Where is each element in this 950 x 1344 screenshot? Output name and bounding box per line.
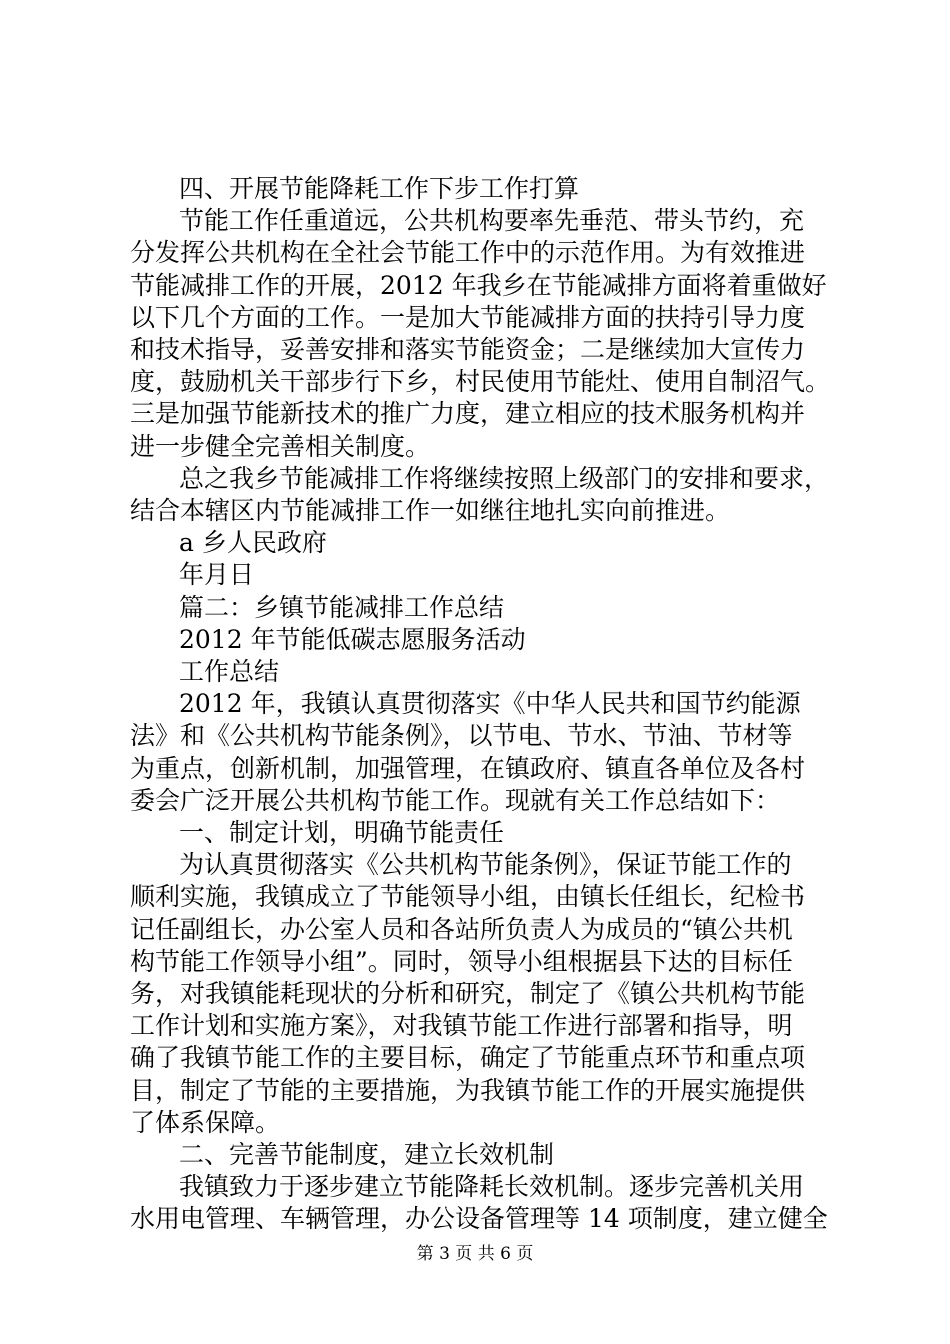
paragraph-line: 记任副组长，办公室人员和各站所负责人为成员的“镇公共机: [130, 915, 793, 944]
paragraph-line: 构节能工作领导小组”。同时，领导小组根据县下达的目标任: [130, 947, 793, 976]
signature-date: 年月日: [179, 560, 255, 589]
paragraph-line: 了体系保障。: [130, 1108, 281, 1137]
paragraph-line: 水用电管理、车辆管理，办公设备管理等 14 项制度，建立健全: [130, 1204, 828, 1233]
paragraph-line: 进一步健全完善相关制度。: [130, 432, 431, 461]
paragraph-line: 工作计划和实施方案》，对我镇节能工作进行部署和指导，明: [130, 1011, 793, 1040]
paragraph-line: 目，制定了节能的主要措施，为我镇节能工作的开展实施提供: [130, 1076, 806, 1105]
paragraph-line: 总之我乡节能减排工作将继续按照上级部门的安排和要求，: [179, 464, 830, 493]
heading-system-mechanism: 二、完善节能制度，建立长效机制: [179, 1140, 555, 1169]
article-subtitle: 工作总结: [179, 657, 280, 686]
paragraph-line: 法》和《公共机构节能条例》，以节电、节水、节油、节材等: [130, 721, 793, 750]
paragraph-line: 以下几个方面的工作。一是加大节能减排方面的扶持引导力度: [130, 303, 806, 332]
paragraph-line: 我镇致力于逐步建立节能降耗长效机制。逐步完善机关用: [179, 1172, 805, 1201]
heading-section-four: 四、开展节能降耗工作下步工作打算: [179, 174, 580, 203]
signature-organization: a 乡人民政府: [179, 528, 327, 557]
paragraph-line: 结合本辖区内节能减排工作一如继往地扎实向前推进。: [130, 496, 731, 525]
paragraph-line: 确了我镇节能工作的主要目标，确定了节能重点环节和重点项: [130, 1043, 806, 1072]
heading-plan-responsibility: 一、制定计划，明确节能责任: [179, 818, 505, 847]
page-number-footer: 第 3 页 共 6 页: [416, 1244, 534, 1264]
paragraph-line: 顺利实施，我镇成立了节能领导小组，由镇长任组长，纪检书: [130, 882, 806, 911]
paragraph-line: 为重点，创新机制，加强管理，在镇政府、镇直各单位及各村: [130, 754, 806, 783]
paragraph-line: 委会广泛开展公共机构节能工作。现就有关工作总结如下：: [130, 786, 781, 815]
paragraph-line: 务，对我镇能耗现状的分析和研究，制定了《镇公共机构节能: [130, 979, 806, 1008]
paragraph-line: 节能工作任重道远，公共机构要率先垂范、带头节约，充: [179, 206, 805, 235]
paragraph-line: 度，鼓励机关干部步行下乡，村民使用节能灶、使用自制沼气。: [130, 367, 831, 396]
paragraph-line: 和技术指导，妥善安排和落实节能资金；二是继续加大宣传力: [130, 335, 806, 364]
paragraph-line: 为认真贯彻落实《公共机构节能条例》，保证节能工作的: [179, 850, 792, 879]
paragraph-line: 2012 年，我镇认真贯彻落实《中华人民共和国节约能源: [179, 689, 801, 718]
paragraph-line: 分发挥公共机构在全社会节能工作中的示范作用。为有效推进: [130, 238, 806, 267]
paragraph-line: 节能减排工作的开展，2012 年我乡在节能减排方面将着重做好: [130, 271, 827, 300]
paragraph-line: 三是加强节能新技术的推广力度，建立相应的技术服务机构并: [130, 399, 806, 428]
article-title: 2012 年节能低碳志愿服务活动: [179, 625, 526, 654]
article-heading: 篇二：乡镇节能减排工作总结: [179, 593, 505, 622]
